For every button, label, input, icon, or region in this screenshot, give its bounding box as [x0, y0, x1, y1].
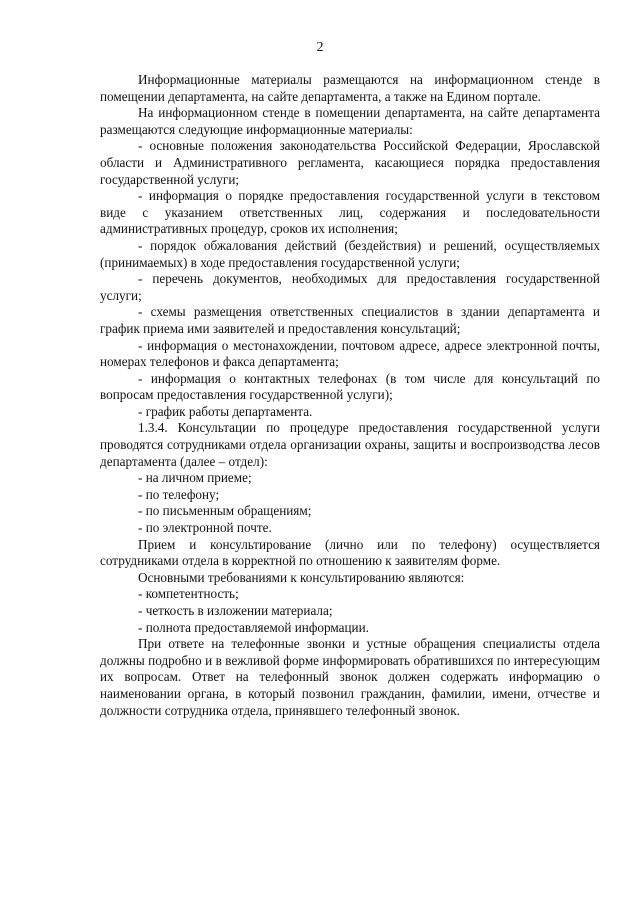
paragraph: - информация о местонахождении, почтовом адресе, адресе электронной почты, номерах телефонов и факса департамента; — [100, 337, 600, 370]
page-number: 2 — [316, 40, 324, 55]
paragraph: - график работы департамента. — [138, 403, 313, 419]
paragraph: - по телефону; — [138, 486, 220, 502]
paragraph: - на личном приеме; — [138, 470, 252, 486]
paragraph: - полнота предоставляемой информации. — [138, 619, 369, 635]
paragraph: - перечень документов, необходимых для предоставления государственной услуги; — [100, 271, 600, 303]
paragraph: При ответе на телефонные звонки и устные обращения специалисты отдела должны подробно и в вежливой форме информировать обратившихся по интересующим их вопросам. Ответ на телефонный звонок должен содержать информацию о наименовании органа, в который позвонил гражданин, фамилии, имени, отчестве и должности сотрудника отдела, принявшего телефонный звонок. — [100, 636, 600, 718]
paragraph: - компетентность; — [138, 586, 239, 602]
paragraph: Прием и консультирование (лично или по телефону) осуществляется сотрудниками отдела в корректной по отношению к заявителям форме. — [100, 536, 600, 569]
paragraph: - информация о контактных телефонах (в том числе для консультаций по вопросам предоставления государственной услуги); — [100, 370, 600, 403]
paragraph: - по электронной почте. — [138, 520, 272, 536]
paragraph: - по письменным обращениям; — [138, 503, 312, 519]
paragraph: 1.3.4. Консультации по процедуре предоставления государственной услуги проводятся сотрудниками отдела организации охраны, защиты и воспроизводства лесов департамента (далее – отдел): — [100, 420, 600, 469]
paragraph: Информационные материалы размещаются на информационном стенде в помещении департамента, на сайте департамента, а также на Едином портале. — [100, 72, 600, 104]
paragraph: - информация о порядке предоставления государственной услуги в текстовом виде с указанием ответственных лиц, содержания и последовательности административных процедур, сроков их исполнения; — [100, 188, 600, 237]
paragraph: На информационном стенде в помещении департамента, на сайте департамента размещаются следующие информационные материалы: — [100, 105, 600, 137]
paragraph: - четкость в изложении материала; — [138, 603, 333, 618]
paragraph: Основными требованиями к консультированию являются: — [138, 569, 465, 585]
document-body — [100, 72, 600, 719]
paragraph: - схемы размещения ответственных специалистов в здании департамента и график приема ими заявителей и предоставления консультаций; — [100, 304, 600, 336]
paragraph: - порядок обжалования действий (бездействия) и решений, осуществляемых (принимаемых) в ходе предоставления государственной услуги; — [100, 237, 600, 270]
paragraph: - основные положения законодательства Российской Федерации, Ярославской области и Административного регламента, касающиеся порядка предоставления государственной услуги; — [100, 138, 600, 187]
